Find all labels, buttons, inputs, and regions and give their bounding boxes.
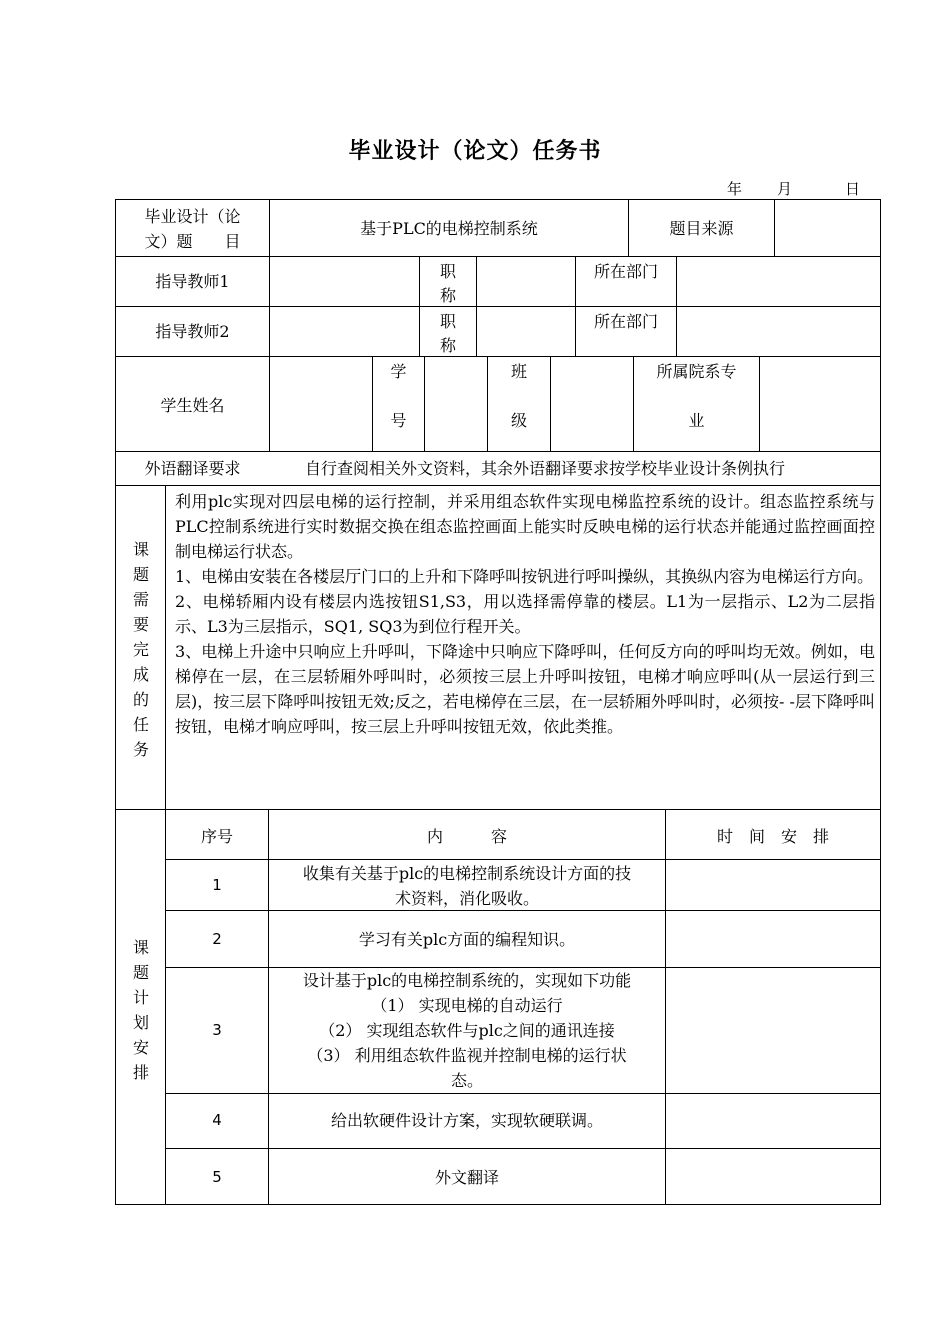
plan-row-content: 外文翻译 — [434, 1168, 499, 1187]
teacher2-label: 指导教师2 — [155, 322, 230, 341]
student-name-label: 学生姓名 — [160, 396, 225, 415]
topic-label-line1: 毕业设计（论 — [144, 207, 241, 226]
plan-header-time: 时 间 安 排 — [716, 827, 829, 846]
task-paragraph: 3、电梯上升途中只响应上升呼叫，下降途中只响应下降呼叫，任何反方向的呼叫均无效。例如，电梯停在一层，在三层轿厢外呼叫时，必须按三层上升呼叫按钮，电梯才响应呼叫(从一层运行到三层)，按三层下降呼叫按钮无效;反之，若电梯停在三层，在一层轿厢外呼叫时，必须按- -层下降呼叫按钮，电梯才响应呼叫，按三层上升呼叫按钮无效，依此类推。 — [175, 642, 875, 736]
translation-label: 外语翻译要求 — [144, 459, 241, 478]
student-class-label-2: 级 — [510, 411, 527, 430]
date-day: 日 — [845, 180, 861, 198]
task-paragraph: 2、电梯轿厢内设有楼层内选按钮S1,S3，用以选择需停靠的楼层。L1为一层指示、L2为二层指示、L3为三层指示，SQ1, SQ3为到位行程开关。 — [175, 592, 875, 636]
plan-row-no: 4 — [212, 1111, 222, 1129]
date-year: 年 — [727, 180, 743, 198]
plan-row-no: 3 — [212, 1021, 222, 1039]
page-title: 毕业设计（论文）任务书 — [348, 138, 602, 164]
plan-row-content: 术资料，消化吸收。 — [394, 889, 539, 908]
task-paragraph: 利用plc实现对四层电梯的运行控制，并采用组态软件实现电梯监控系统的设计。组态监控系统与PLC控制系统进行实时数据交换在组态监控画面上能实时反映电梯的运行状态并能通过监控画面控制电梯运行状态。 — [175, 492, 875, 561]
plan-row-content: 学习有关plc方面的编程知识。 — [358, 930, 576, 949]
task-paragraph: 1、电梯由安装在各楼层厅门口的上升和下降呼叫按钒进行呼叫操纵，其换纵内容为电梯运行方向。 — [175, 567, 874, 586]
student-id-label-1: 学 — [390, 362, 407, 381]
topic-source-label: 题目来源 — [669, 219, 734, 238]
task-description — [175, 489, 875, 739]
translation-value: 自行查阅相关外文资料，其余外语翻译要求按学校毕业设计条例执行 — [305, 459, 786, 478]
plan-row-content: 给出软硬件设计方案，实现软硬联调。 — [330, 1111, 603, 1130]
plan-label: 课题计划安排 — [132, 938, 149, 1082]
topic-value: 基于PLC的电梯控制系统 — [360, 219, 538, 238]
student-class-label-1: 班 — [510, 362, 527, 381]
plan-row-no: 2 — [212, 930, 222, 948]
teacher1-title-label-1: 职 — [439, 262, 456, 281]
student-major-label-1: 所属院系专 — [656, 362, 737, 381]
topic-label-line2: 文）题 目 — [144, 232, 241, 251]
student-major-label-2: 业 — [688, 411, 705, 430]
teacher1-title-label-2: 称 — [439, 286, 456, 305]
plan-row-content: 设计基于plc的电梯控制系统的，实现如下功能 — [302, 971, 632, 990]
teacher1-dept-label: 所在部门 — [593, 262, 658, 281]
plan-row-no: 1 — [212, 876, 222, 894]
task-label: 课题需要完成的任务 — [132, 540, 149, 759]
plan-row-content: （2） 实现组态软件与plc之间的通讯连接 — [319, 1021, 615, 1040]
date-month: 月 — [777, 180, 793, 198]
plan-table — [115, 810, 116, 1205]
plan-row-content: 收集有关基于plc的电梯控制系统设计方面的技 — [302, 864, 632, 883]
plan-header-no: 序号 — [200, 827, 233, 846]
teacher2-title-label-2: 称 — [439, 336, 456, 355]
plan-row-content: （3） 利用组态软件监视并控制电梯的运行状 — [307, 1046, 627, 1065]
plan-row-no: 5 — [212, 1168, 222, 1186]
plan-row-content: 态。 — [450, 1071, 483, 1090]
teacher2-dept-label: 所在部门 — [593, 312, 658, 331]
teacher2-title-label-1: 职 — [439, 312, 456, 331]
teacher1-label: 指导教师1 — [155, 272, 230, 291]
plan-header-content: 内 容 — [426, 827, 507, 846]
student-id-label-2: 号 — [390, 411, 407, 430]
plan-row-content: （1） 实现电梯的自动运行 — [371, 996, 563, 1015]
